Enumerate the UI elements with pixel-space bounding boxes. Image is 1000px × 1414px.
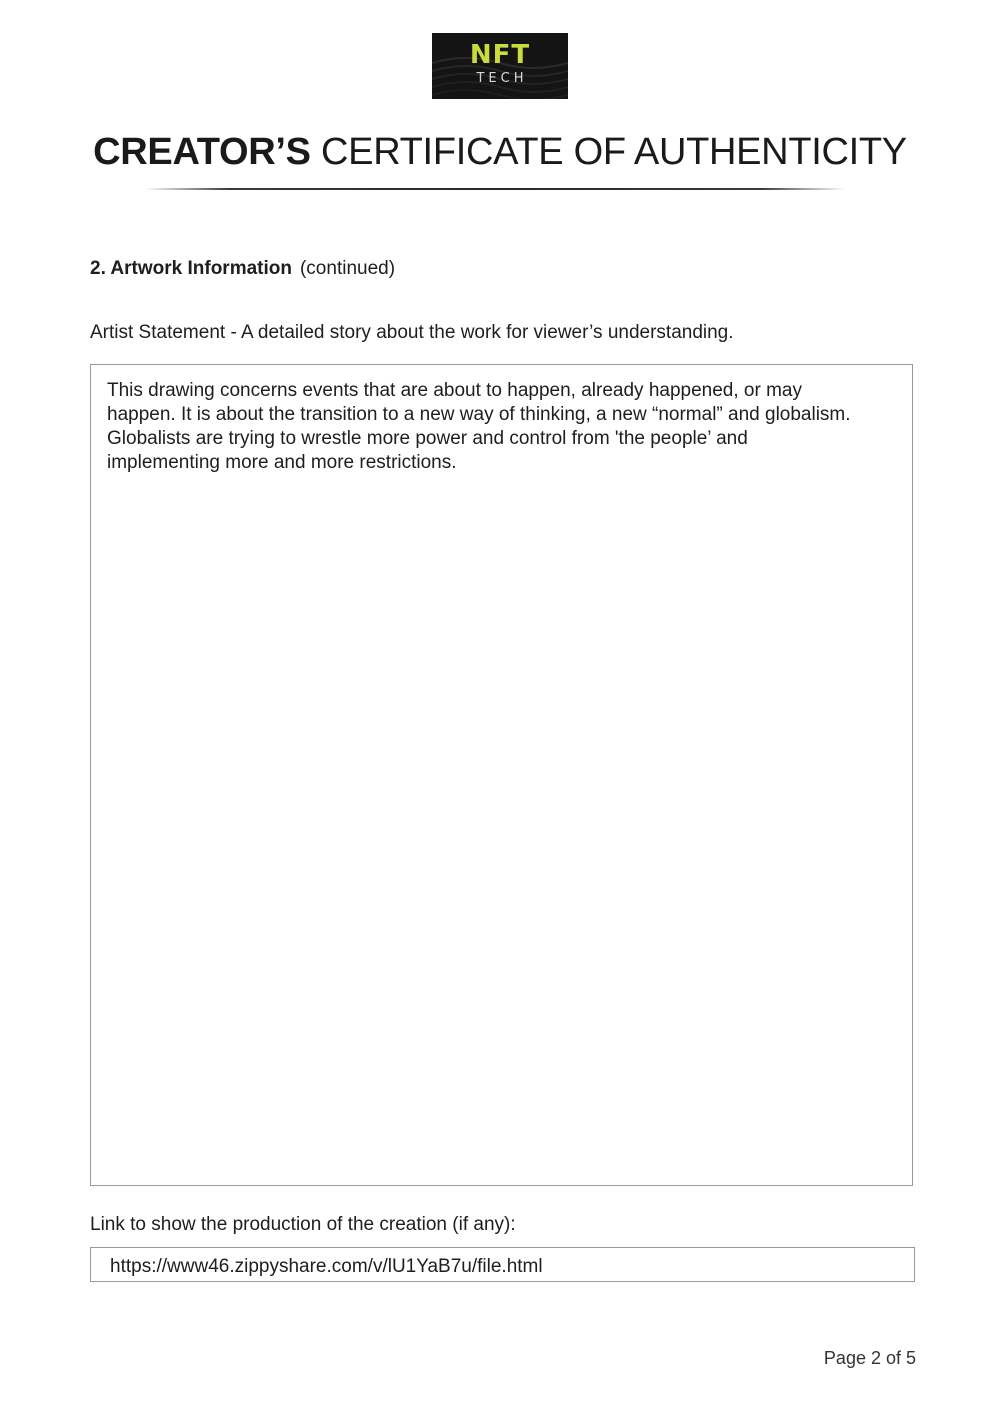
production-link-label: Link to show the production of the creation (if any): xyxy=(90,1214,516,1235)
title-divider xyxy=(145,188,845,190)
certificate-title xyxy=(0,128,1000,176)
production-link-text: https://www46.zippyshare.com/v/lU1YaB7u/file.html xyxy=(110,1256,543,1277)
logo-tech-text: TECH xyxy=(476,71,528,86)
certificate-title-bold: CREATOR’S xyxy=(93,131,311,173)
section-heading-note: (continued) xyxy=(299,258,396,279)
logo-nft-text: NFT xyxy=(469,40,531,70)
section-heading-title: 2. Artwork Information xyxy=(90,258,292,279)
nft-tech-logo xyxy=(432,33,568,99)
section-heading xyxy=(90,257,395,281)
artist-statement-field[interactable] xyxy=(90,364,913,1186)
artist-statement-text: This drawing concerns events that are about to happen, already happened, or may happen. It is about the transition to a new way of thinking, a new “normal” and globalism. Globalists are trying to wrestle more power and control from 'the people’ and implementing more and more restrictions. xyxy=(107,380,851,473)
production-link-field[interactable] xyxy=(90,1247,915,1282)
page-number: Page 2 of 5 xyxy=(823,1348,916,1368)
artist-statement-label: Artist Statement - A detailed story about the work for viewer’s understanding. xyxy=(90,322,734,343)
certificate-title-light: CERTIFICATE OF AUTHENTICITY xyxy=(321,131,907,173)
